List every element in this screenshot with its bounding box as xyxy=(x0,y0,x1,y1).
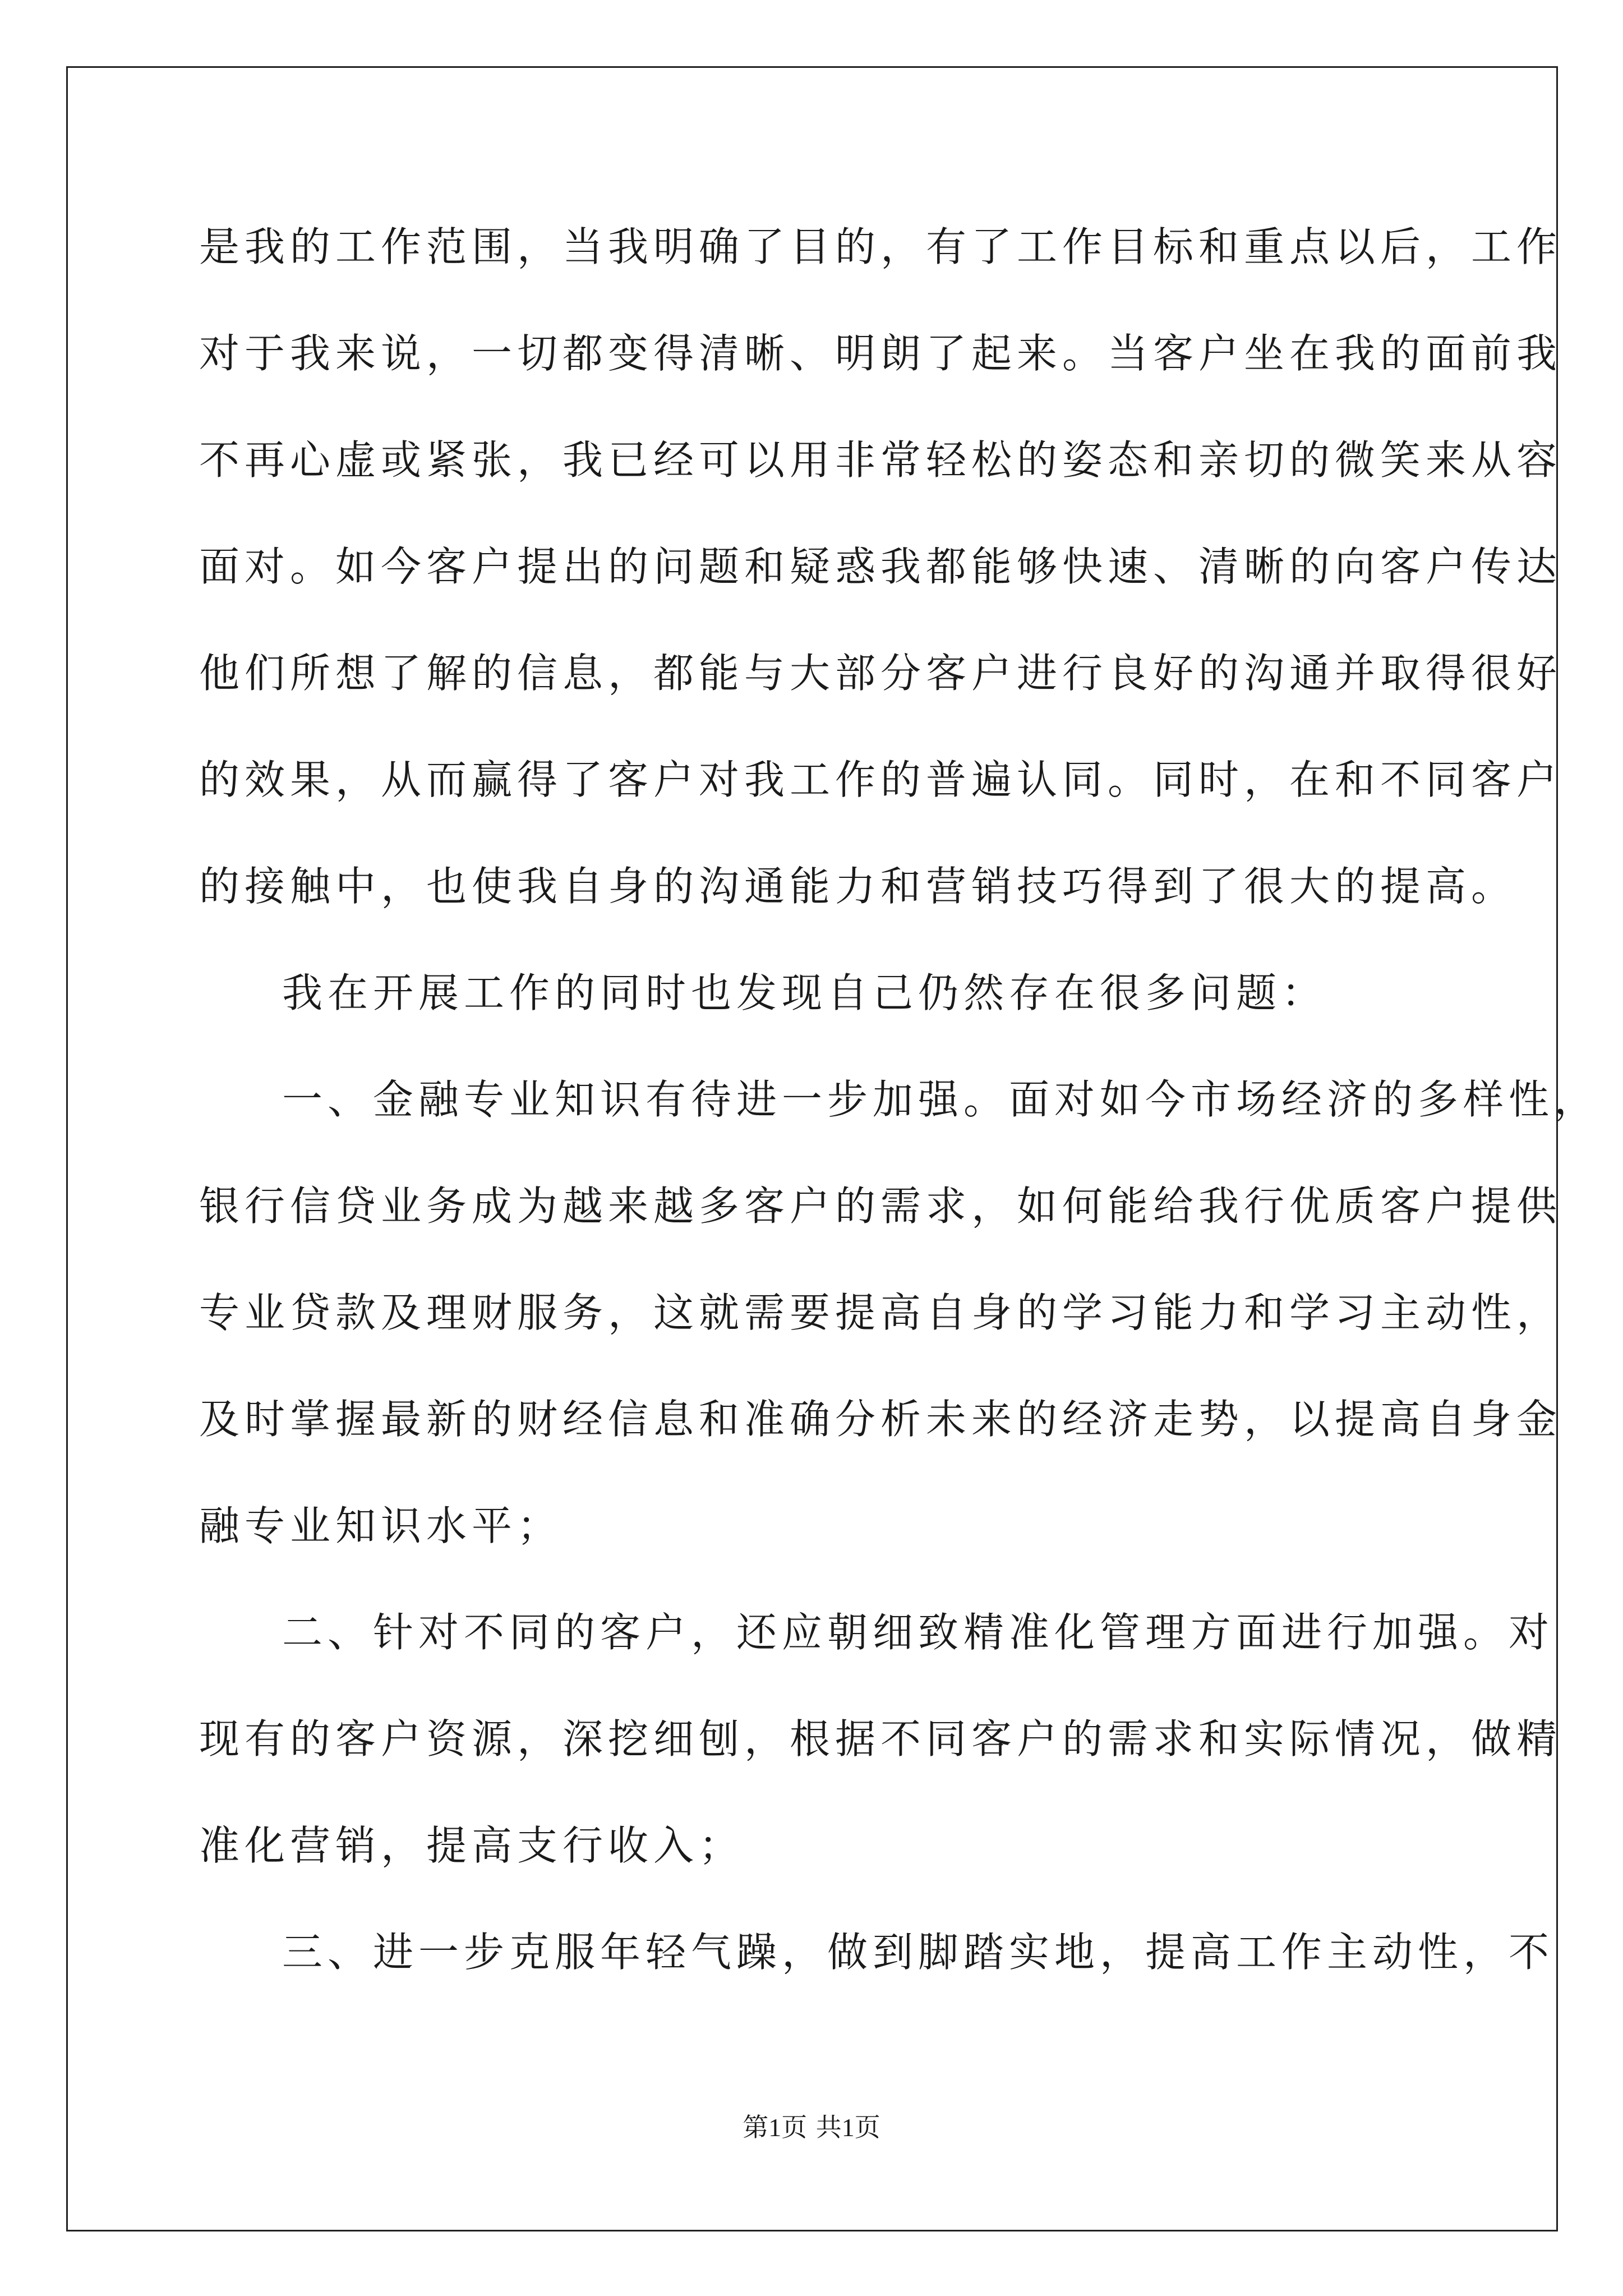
text-line: 他们所想了解的信息，都能与大部分客户进行良好的沟通并取得很好 xyxy=(199,650,1562,697)
text-line: 银行信贷业务成为越来越多客户的需求，如何能给我行优质客户提供 xyxy=(199,1182,1562,1230)
text-line: 不再心虚或紧张，我已经可以用非常轻松的姿态和亲切的微笑来从容 xyxy=(199,436,1562,484)
text-line: 现有的客户资源，深挖细刨，根据不同客户的需求和实际情况，做精 xyxy=(199,1715,1562,1763)
text-line: 准化营销，提高支行收入； xyxy=(199,1822,745,1869)
document-body xyxy=(199,213,1600,2025)
text-line: 的接触中，也使我自身的沟通能力和营销技巧得到了很大的提高。 xyxy=(199,863,1517,910)
paragraph-first-line: 二、针对不同的客户，还应朝细致精准化管理方面进行加强。对 xyxy=(282,1609,1555,1656)
text-line: 面对。如今客户提出的问题和疑惑我都能够快速、清晰的向客户传达 xyxy=(199,543,1562,590)
paragraph-first-line: 一、金融专业知识有待进一步加强。面对如今市场经济的多样性， xyxy=(282,1076,1600,1123)
text-line: 是我的工作范围，当我明确了目的，有了工作目标和重点以后，工作 xyxy=(199,223,1562,270)
paragraph-first-line: 三、进一步克服年轻气躁，做到脚踏实地，提高工作主动性，不 xyxy=(282,1929,1555,1976)
text-line: 专业贷款及理财服务，这就需要提高自身的学习能力和学习主动性， xyxy=(199,1289,1562,1336)
text-line: 的效果，从而赢得了客户对我工作的普遍认同。同时，在和不同客户 xyxy=(199,756,1562,803)
text-line: 融专业知识水平； xyxy=(199,1502,563,1549)
text-line: 对于我来说，一切都变得清晰、明朗了起来。当客户坐在我的面前我 xyxy=(199,330,1562,377)
paragraph-first-line: 我在开展工作的同时也发现自己仍然存在很多问题： xyxy=(282,969,1327,1016)
text-line: 及时掌握最新的财经信息和准确分析未来的经济走势，以提高自身金 xyxy=(199,1396,1562,1443)
page-number: 第1页 共1页 xyxy=(743,2113,880,2142)
